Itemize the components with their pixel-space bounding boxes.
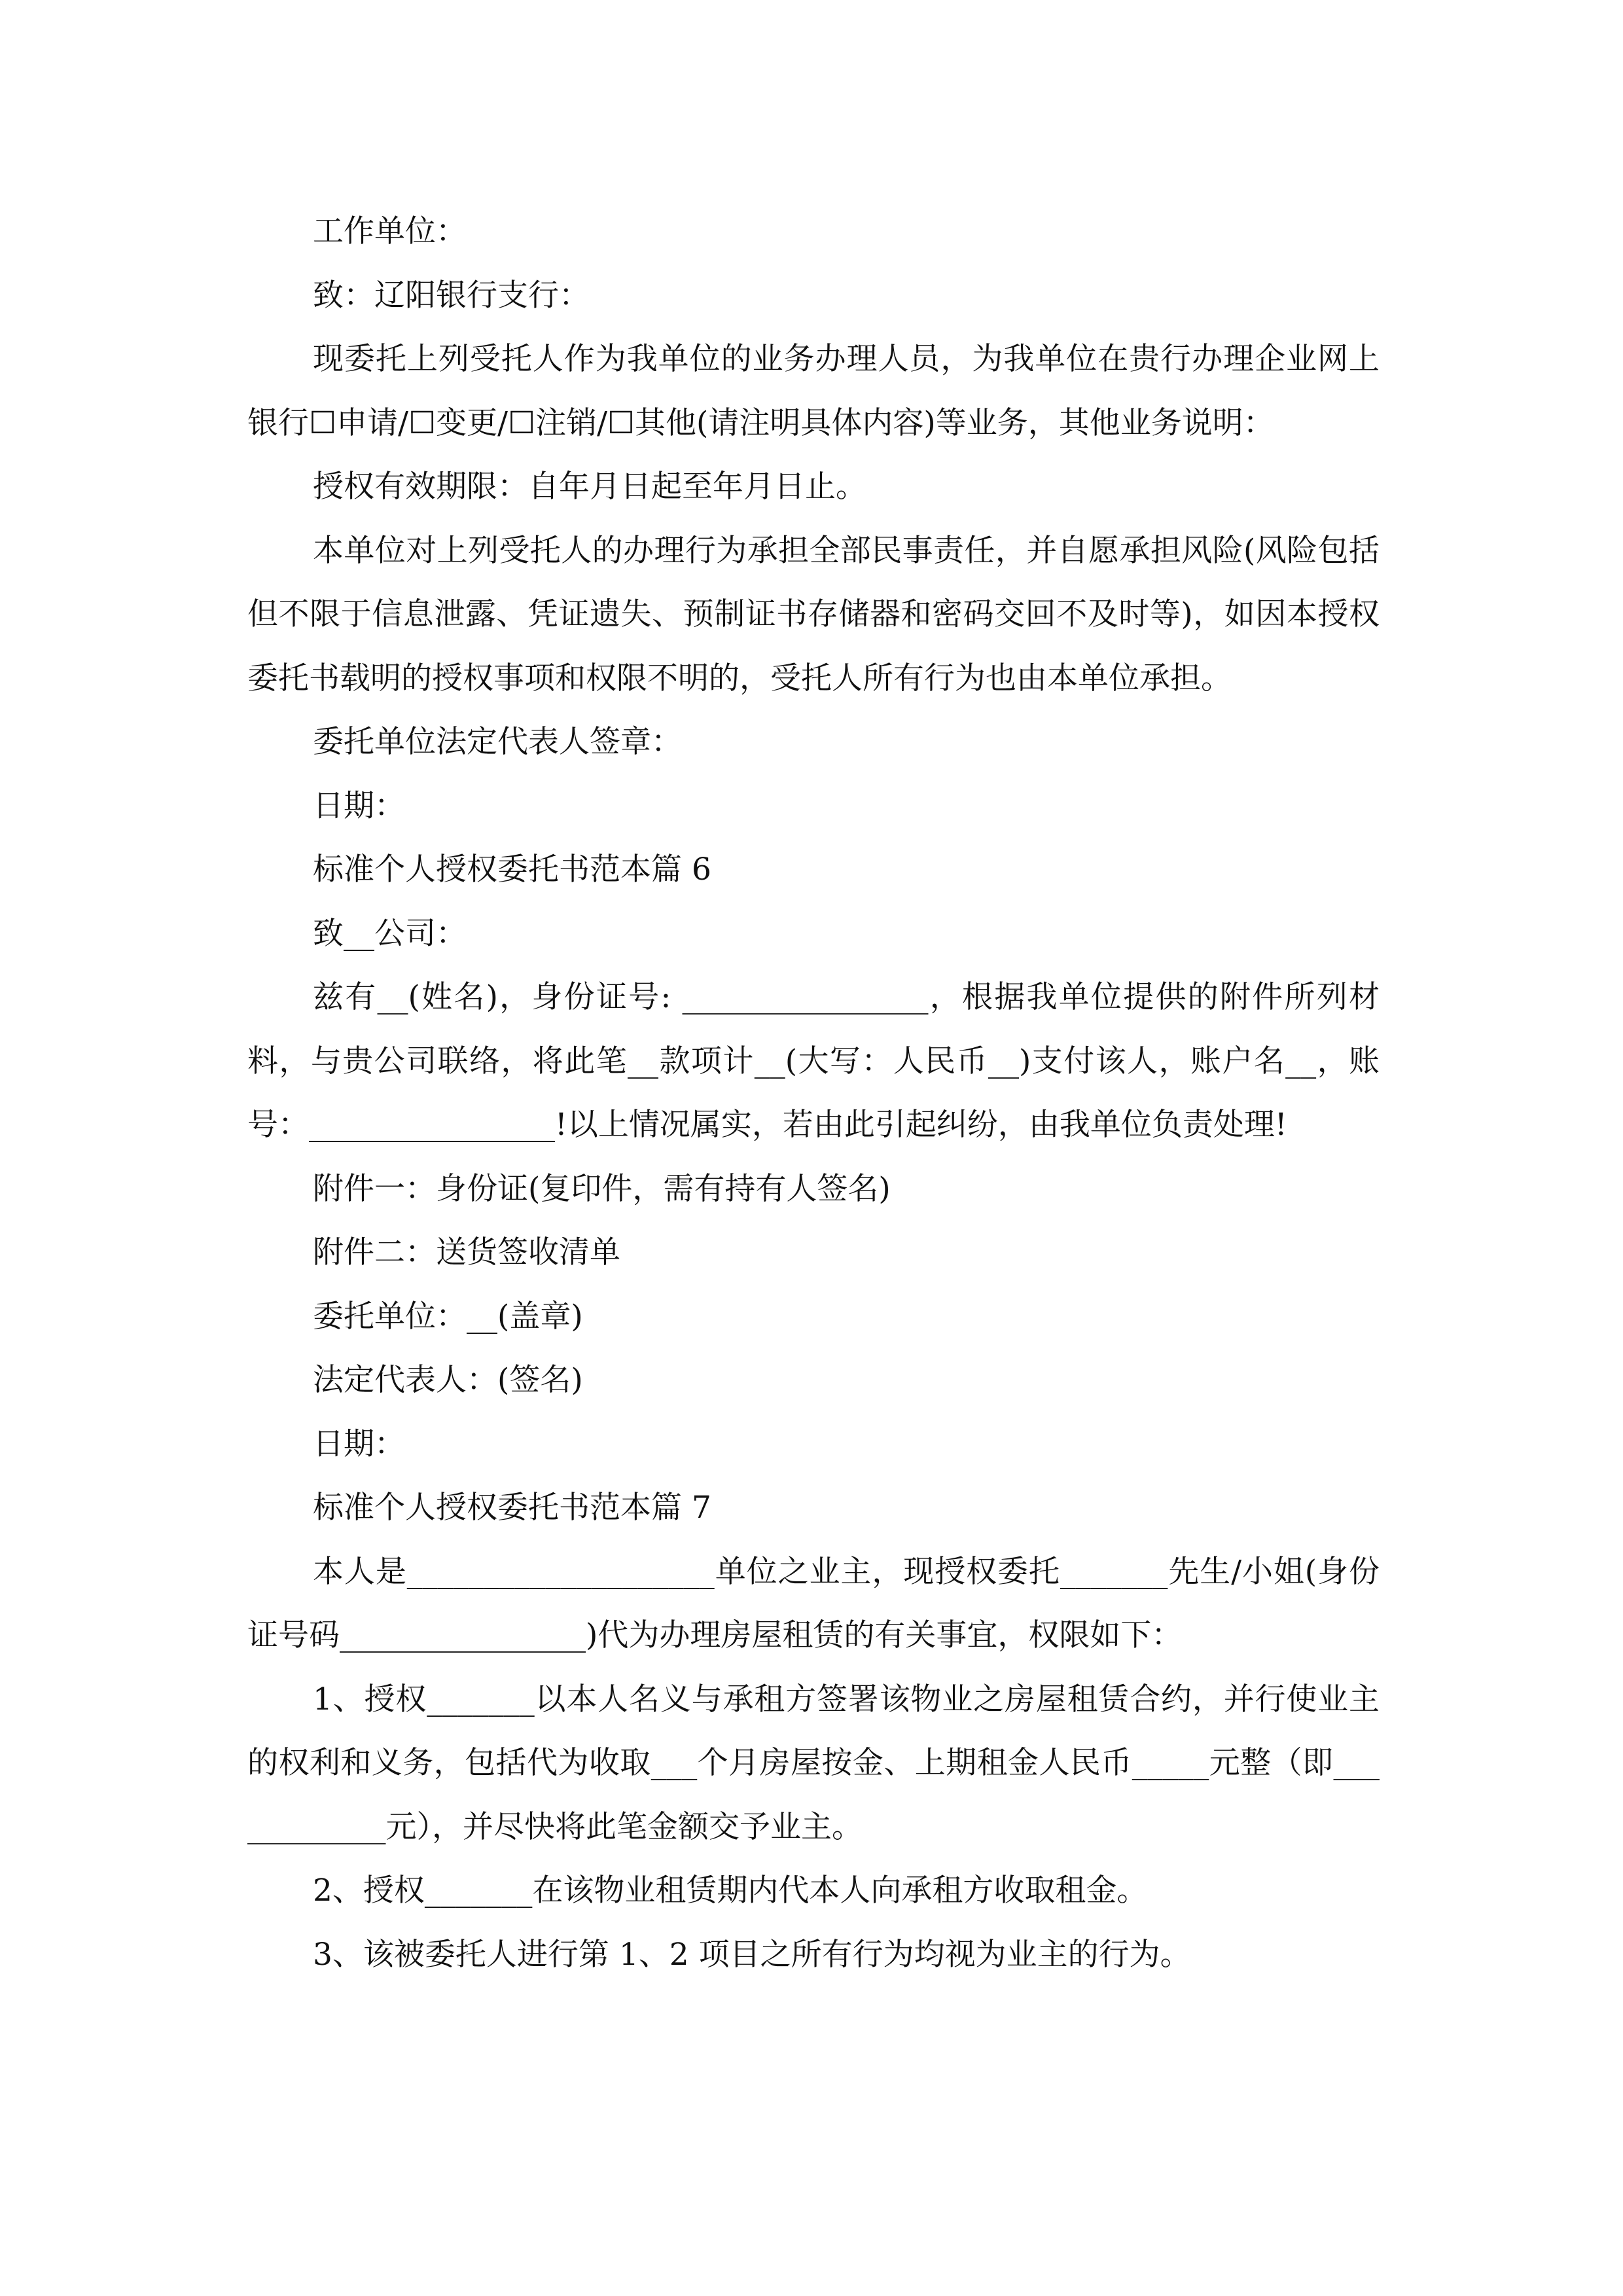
paragraph-legal-representative: 法定代表人：(签名): [313, 1362, 583, 1398]
paragraph-addressee-bank: 致：辽阳银行支行：: [313, 277, 590, 314]
paragraph-liability: 本单位对上列受托人的办理行为承担全部民事责任，并自愿承担风险(风险包括但不限于信息泄露、凭证遗失、预制证书存储器和密码交回不及时等)，如因本授权委托书载明的授权事项和权限不明的，受托人所有行为也由本单位承担。: [247, 532, 1380, 696]
paragraph-entrusting-unit: 委托单位：__(盖章): [313, 1298, 583, 1335]
paragraph-item-1: 1、授权_______以本人名义与承租方签署该物业之房屋租赁合约，并行使业主的权利和义务，包括代为收取___个月房屋按金、上期租金人民币_____元整（即____________元），并尽快将此笔金额交予业主。: [247, 1681, 1380, 1845]
document-body: [247, 200, 1380, 1986]
section-heading-6: 标准个人授权委托书范本篇 6: [313, 852, 711, 888]
paragraph-date-2: 日期：: [313, 1426, 405, 1462]
paragraph-legal-rep-signature: 委托单位法定代表人签章：: [313, 724, 682, 760]
paragraph-date: 日期：: [313, 787, 405, 824]
section-heading-7: 标准个人授权委托书范本篇 7: [313, 1490, 711, 1526]
paragraph-addressee-company: 致__公司：: [313, 915, 467, 952]
paragraph-owner-authorization: 本人是____________________单位之业主，现授权委托_______先生/小姐(身份证号码________________)代为办理房屋租赁的有关事宜，权限如下：: [247, 1553, 1380, 1653]
paragraph-attachment-2: 附件二：送货签收清单: [313, 1234, 620, 1270]
paragraph-payment-authorization: 兹有__(姓名)，身份证号: ________________，根据我单位提供的附件所列材料，与贵公司联络，将此笔__款项计__(大写：人民币__)支付该人，账户名__，账号：________________!以上情况属实，若由此引起纠纷，由我单位负责处理!: [247, 979, 1380, 1143]
paragraph-work-unit: 工作单位：: [313, 213, 467, 249]
paragraph-validity-period: 授权有效期限：自年月日起至年月日止。: [313, 469, 866, 505]
paragraph-attachment-1: 附件一：身份证(复印件，需有持有人签名): [313, 1170, 891, 1207]
paragraph-item-2: 2、授权_______在该物业租赁期内代本人向承租方收取租金。: [313, 1873, 1148, 1909]
paragraph-entrustment: 现委托上列受托人作为我单位的业务办理人员，为我单位在贵行办理企业网上银行☐申请/☐变更/☐注销/☐其他(请注明具体内容)等业务，其他业务说明：: [247, 341, 1380, 441]
paragraph-item-3: 3、该被委托人进行第 1、2 项目之所有行为均视为业主的行为。: [313, 1936, 1191, 1973]
